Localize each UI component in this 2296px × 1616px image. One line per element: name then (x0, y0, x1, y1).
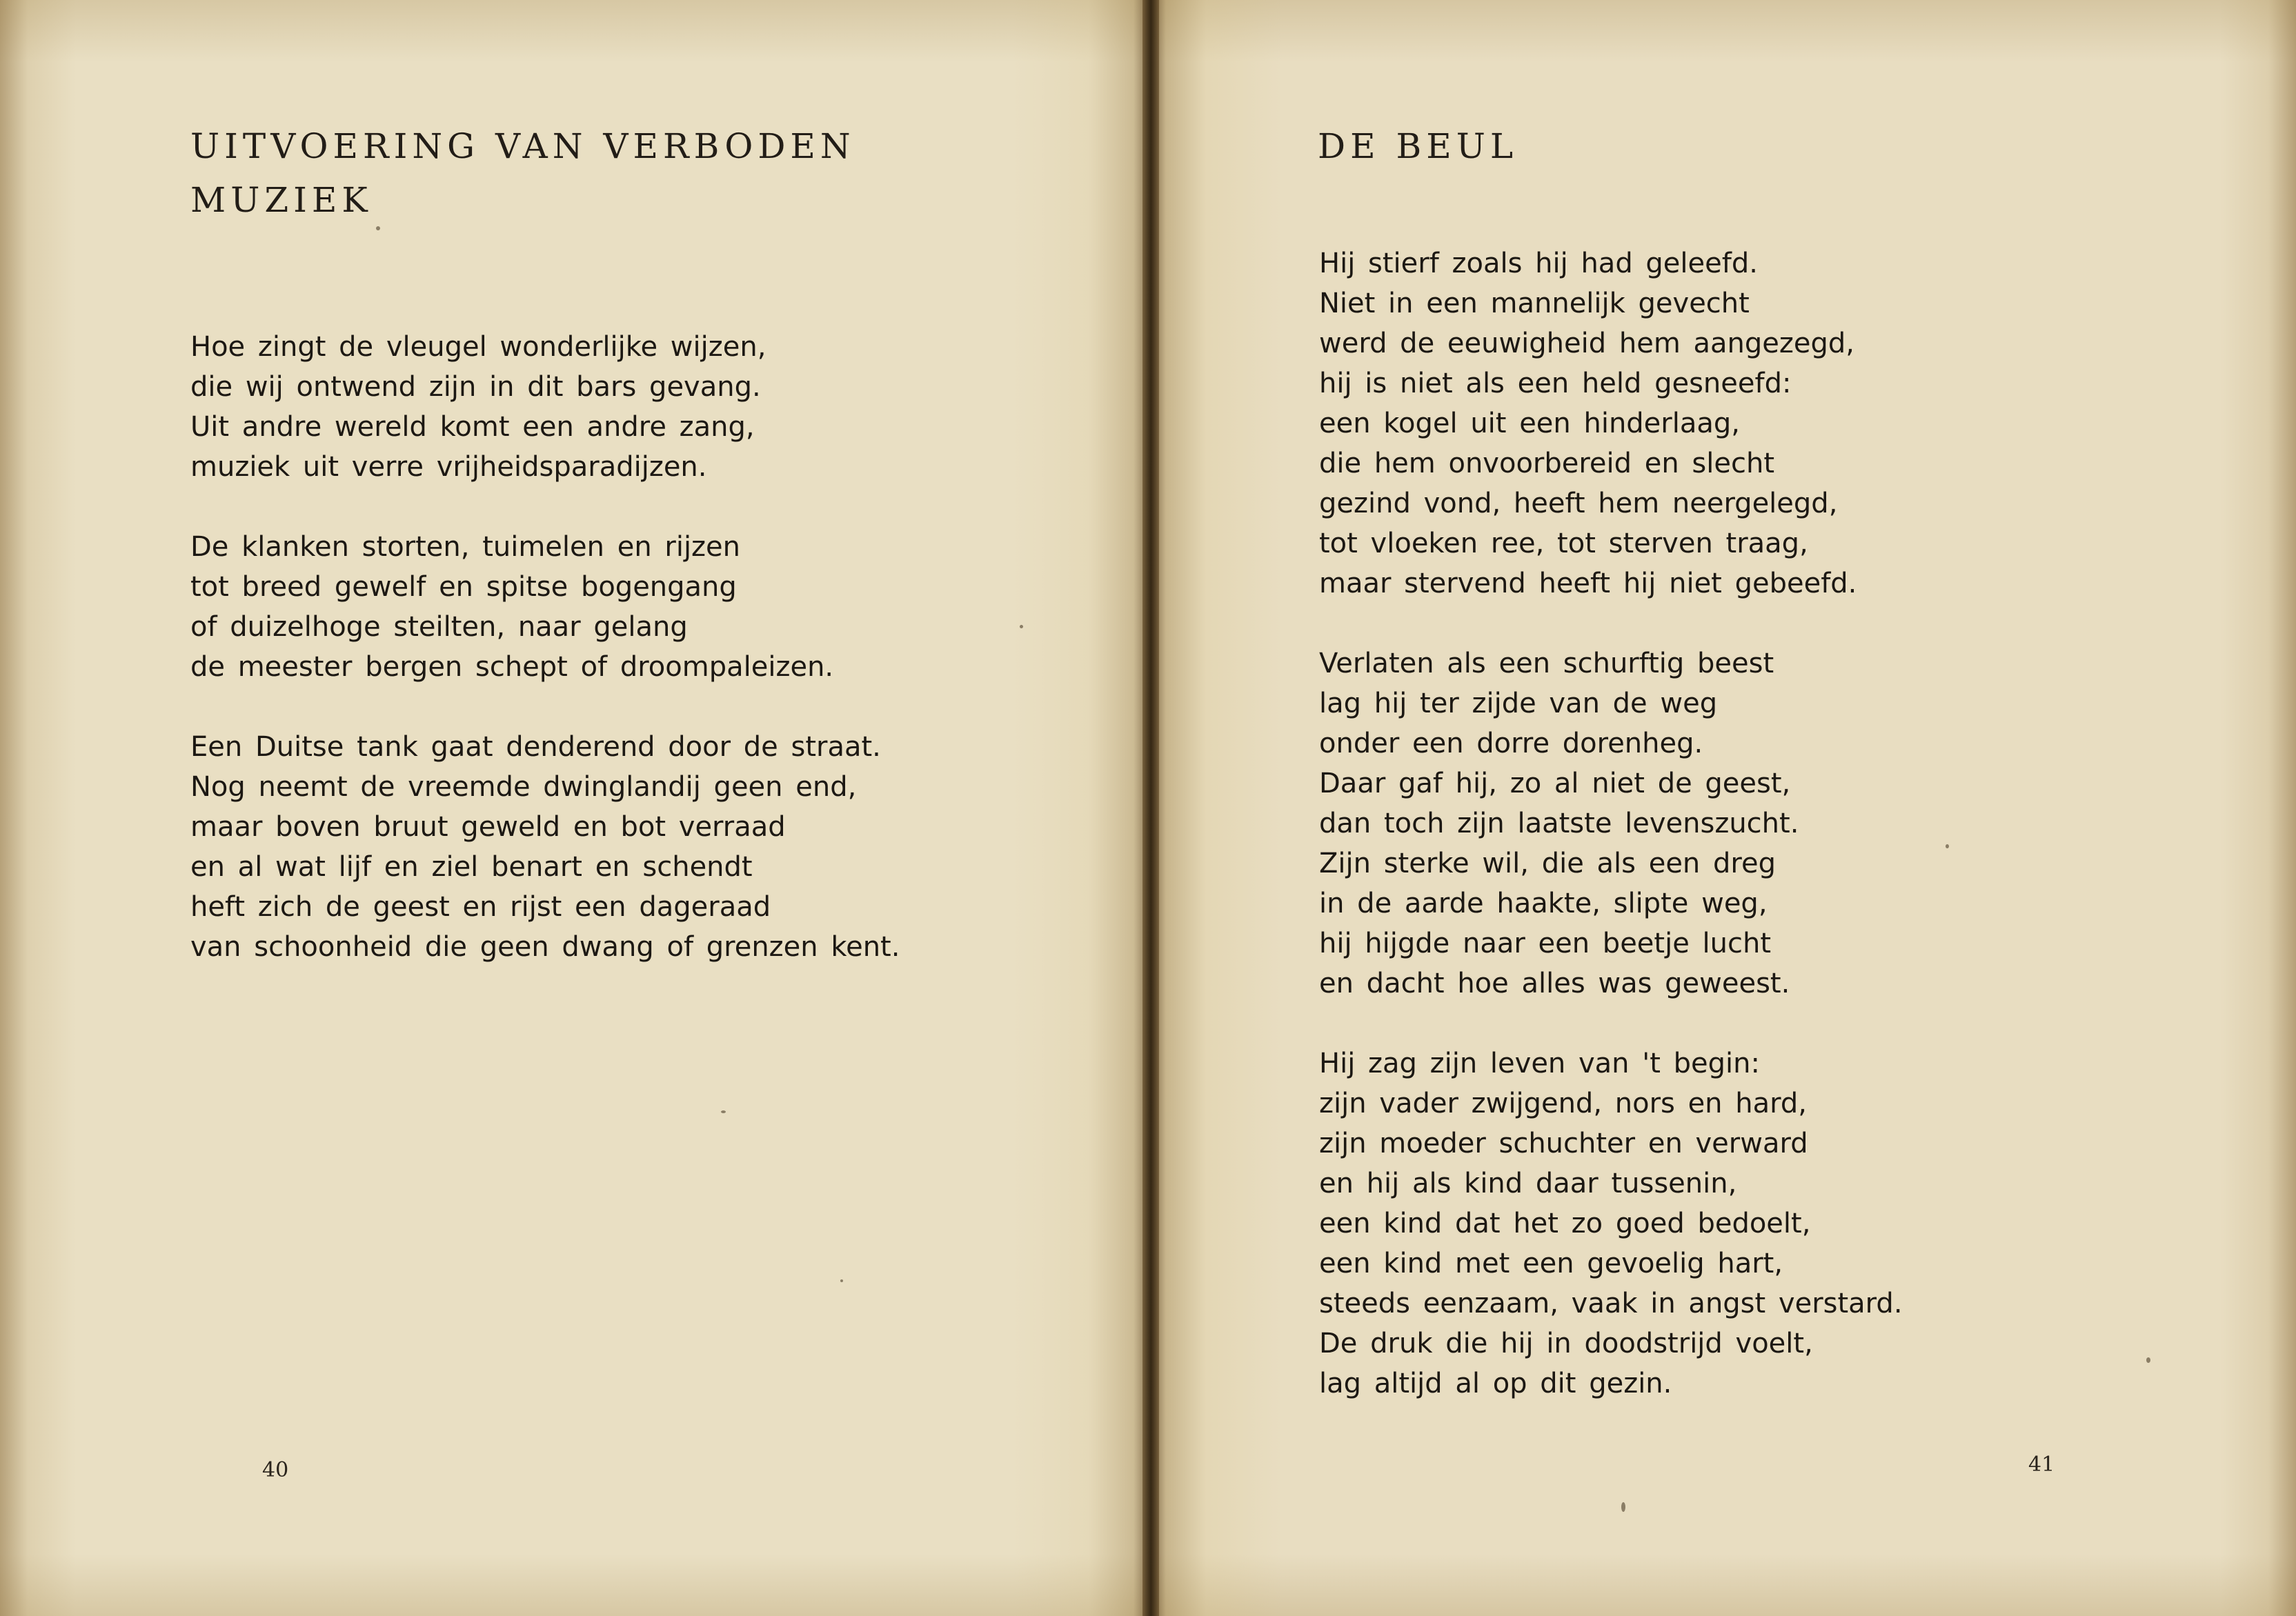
paper-speck (721, 1110, 726, 1113)
poem-line: tot breed gewelf en spitse bogengang (190, 571, 737, 603)
poem-line: een kogel uit een hinderlaag, (1319, 408, 1740, 439)
book-gutter (1142, 0, 1159, 1616)
poem-line: en dacht hoe alles was geweest. (1319, 968, 1790, 999)
poem-line: lag altijd al op dit gezin. (1319, 1368, 1672, 1399)
poem-line: Uit andre wereld komt een andre zang, (190, 411, 755, 443)
left-stanza-2 (190, 527, 900, 687)
poem-line: Daar gaf hij, zo al niet de geest, (1319, 768, 1791, 799)
poem-line: zijn moeder schuchter en verward (1319, 1128, 1808, 1159)
right-stanza-2 (1319, 644, 1903, 1004)
poem-line: heft zich de geest en rijst een dageraad (190, 891, 771, 923)
poem-line: werd de eeuwigheid hem aangezegd, (1319, 328, 1854, 359)
poem-line: en hij als kind daar tussenin, (1319, 1168, 1737, 1199)
poem-line: van schoonheid die geen dwang of grenzen kent. (190, 931, 900, 963)
poem-line: lag hij ter zijde van de weg (1319, 688, 1718, 719)
poem-line: De druk die hij in doodstrijd voelt, (1319, 1328, 1813, 1359)
poem-line: of duizelhoge steilten, naar gelang (190, 611, 688, 643)
paper-speck (1946, 844, 1949, 848)
poem-line: hij is niet als een held gesneefd: (1319, 368, 1792, 399)
left-title-line: UITVOERING VAN VERBODEN (190, 126, 855, 166)
paper-speck (1020, 625, 1023, 628)
left-poem-body (190, 327, 900, 1007)
poem-line: Een Duitse tank gaat denderend door de straat. (190, 731, 881, 763)
poem-line: Verlaten als een schurftig beest (1319, 648, 1774, 679)
poem-line: steeds eenzaam, vaak in angst verstard. (1319, 1288, 1903, 1319)
left-stanza-3 (190, 727, 900, 967)
right-page (1151, 0, 2296, 1616)
poem-line: maar boven bruut geweld en bot verraad (190, 811, 786, 843)
left-stanza-1 (190, 327, 900, 487)
poem-line: een kind met een gevoelig hart, (1319, 1248, 1783, 1279)
poem-line: de meester bergen schept of droompaleizen. (190, 651, 834, 683)
left-page-number: 40 (262, 1458, 289, 1482)
paper-speck (2146, 1357, 2150, 1363)
poem-line: gezind vond, heeft hem neergelegd, (1319, 488, 1838, 519)
right-poem-body (1319, 243, 1903, 1444)
right-stanza-1 (1319, 243, 1903, 603)
poem-line: Niet in een mannelijk gevecht (1319, 288, 1750, 319)
right-stanza-3 (1319, 1044, 1903, 1404)
poem-line: Hij zag zijn leven van 't begin: (1319, 1048, 1760, 1079)
paper-speck (1621, 1502, 1625, 1512)
poem-line: die hem onvoorbereid en slecht (1319, 448, 1775, 479)
poem-line: Nog neemt de vreemde dwinglandij geen end, (190, 771, 857, 803)
poem-line: zijn vader zwijgend, nors en hard, (1319, 1088, 1807, 1119)
right-poem-title (1318, 119, 1518, 173)
right-page-number: 41 (2028, 1453, 2055, 1477)
right-title-line: DE BEUL (1318, 126, 1518, 166)
poem-line: Hij stierf zoals hij had geleefd. (1319, 248, 1758, 279)
paper-speck (376, 226, 380, 230)
paper-speck (840, 1279, 843, 1282)
poem-line: maar stervend heeft hij niet gebeefd. (1319, 568, 1857, 599)
poem-line: muziek uit verre vrijheidsparadijzen. (190, 451, 707, 483)
poem-line: De klanken storten, tuimelen en rijzen (190, 531, 741, 563)
poem-line: en al wat lijf en ziel benart en schendt (190, 851, 753, 883)
poem-line: die wij ontwend zijn in dit bars gevang. (190, 371, 761, 403)
poem-line: Zijn sterke wil, die als een dreg (1319, 848, 1776, 879)
poem-line: tot vloeken ree, tot sterven traag, (1319, 528, 1808, 559)
poem-line: dan toch zijn laatste levenszucht. (1319, 808, 1799, 839)
poem-line: hij hijgde naar een beetje lucht (1319, 928, 1772, 959)
poem-line: in de aarde haakte, slipte weg, (1319, 888, 1768, 919)
poem-line: Hoe zingt de vleugel wonderlijke wijzen, (190, 331, 766, 363)
poem-line: onder een dorre dorenheg. (1319, 728, 1703, 759)
left-poem-title (190, 119, 855, 227)
poem-line: een kind dat het zo goed bedoelt, (1319, 1208, 1811, 1239)
left-title-line: MUZIEK (190, 180, 373, 220)
